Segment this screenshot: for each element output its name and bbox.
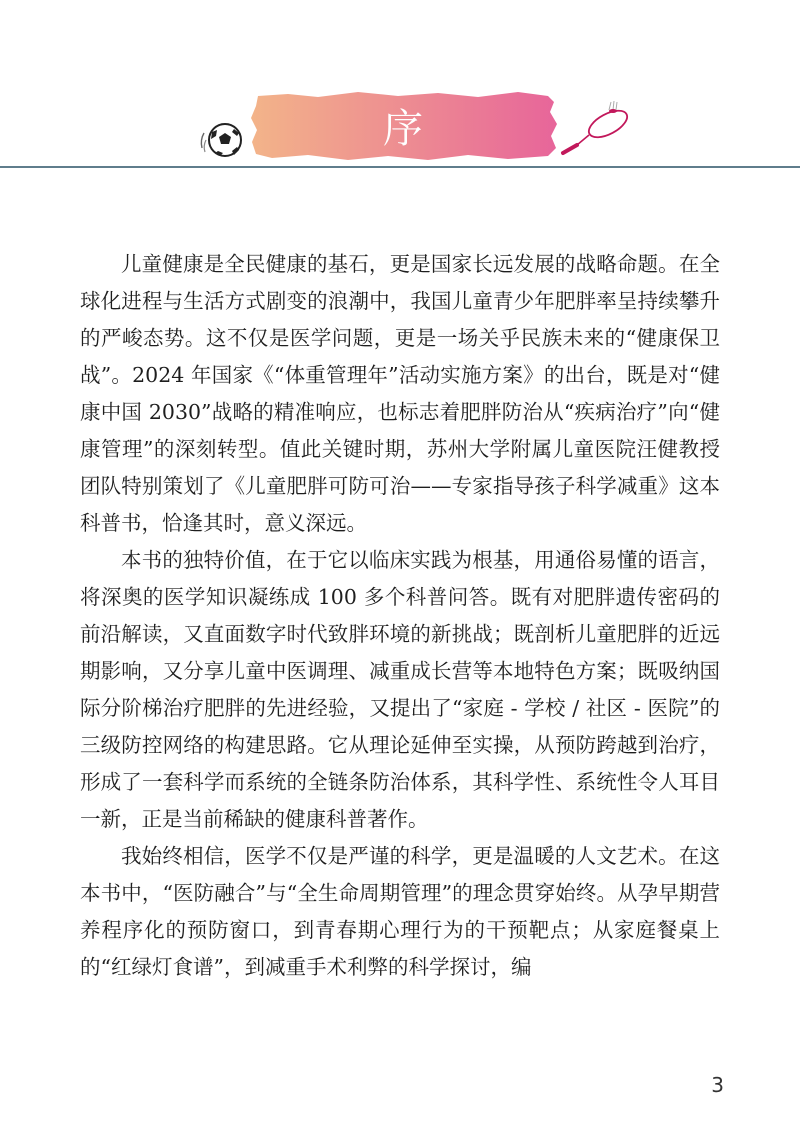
badminton-racket-icon [555, 98, 635, 162]
paragraph-3: 我始终相信，医学不仅是严谨的科学，更是温暖的人文艺术。在这本书中，“医防融合”与“全生命周期管理”的理念贯穿始终。从孕早期营养程序化的预防窗口，到青春期心理行为的干预靶点；从家庭餐桌上的“红绿灯食谱”，到减重手术利弊的科学探讨，编 [80, 844, 720, 979]
header-divider [0, 166, 800, 168]
chapter-header [0, 0, 800, 175]
paragraph-1: 儿童健康是全民健康的基石，更是国家长远发展的战略命题。在全球化进程与生活方式剧变的浪潮中，我国儿童青少年肥胖率呈持续攀升的严峻态势。这不仅是医学问题，更是一场关乎民族未来的“健康保卫战”。2024 年国家《“体重管理年”活动实施方案》的出台，既是对“健康中国 2030”战略的精准响应，也标志着肥胖防治从“疾病治疗”向“健康管理”的深刻转型。值此关键时期，苏州大学附属儿童医院汪健教授团队特别策划了《儿童肥胖可防可治——专家指导孩子科学减重》这本科普书，恰逢其时，意义深远。 [80, 252, 720, 535]
preface-body [80, 246, 720, 986]
chapter-title: 序 [383, 105, 425, 152]
page-number: 3 [711, 1073, 724, 1097]
paragraph-2: 本书的独特价值，在于它以临床实践为根基，用通俗易懂的语言，将深奥的医学知识凝练成 100 多个科普问答。既有对肥胖遗传密码的前沿解读，又直面数字时代致胖环境的新挑战；既剖析儿童肥胖的近远期影响，又分享儿童中医调理、减重成长营等本地特色方案；既吸纳国际分阶梯治疗肥胖的先进经验，又提出了“家庭 - 学校 / 社区 - 医院”的三级防控网络的构建思路。它从理论延伸至实操，从预防跨越到治疗，形成了一套科学而系统的全链条防治体系，其科学性、系统性令人耳目一新，正是当前稀缺的健康科普著作。 [80, 548, 720, 831]
soccer-ball-icon [198, 118, 248, 164]
